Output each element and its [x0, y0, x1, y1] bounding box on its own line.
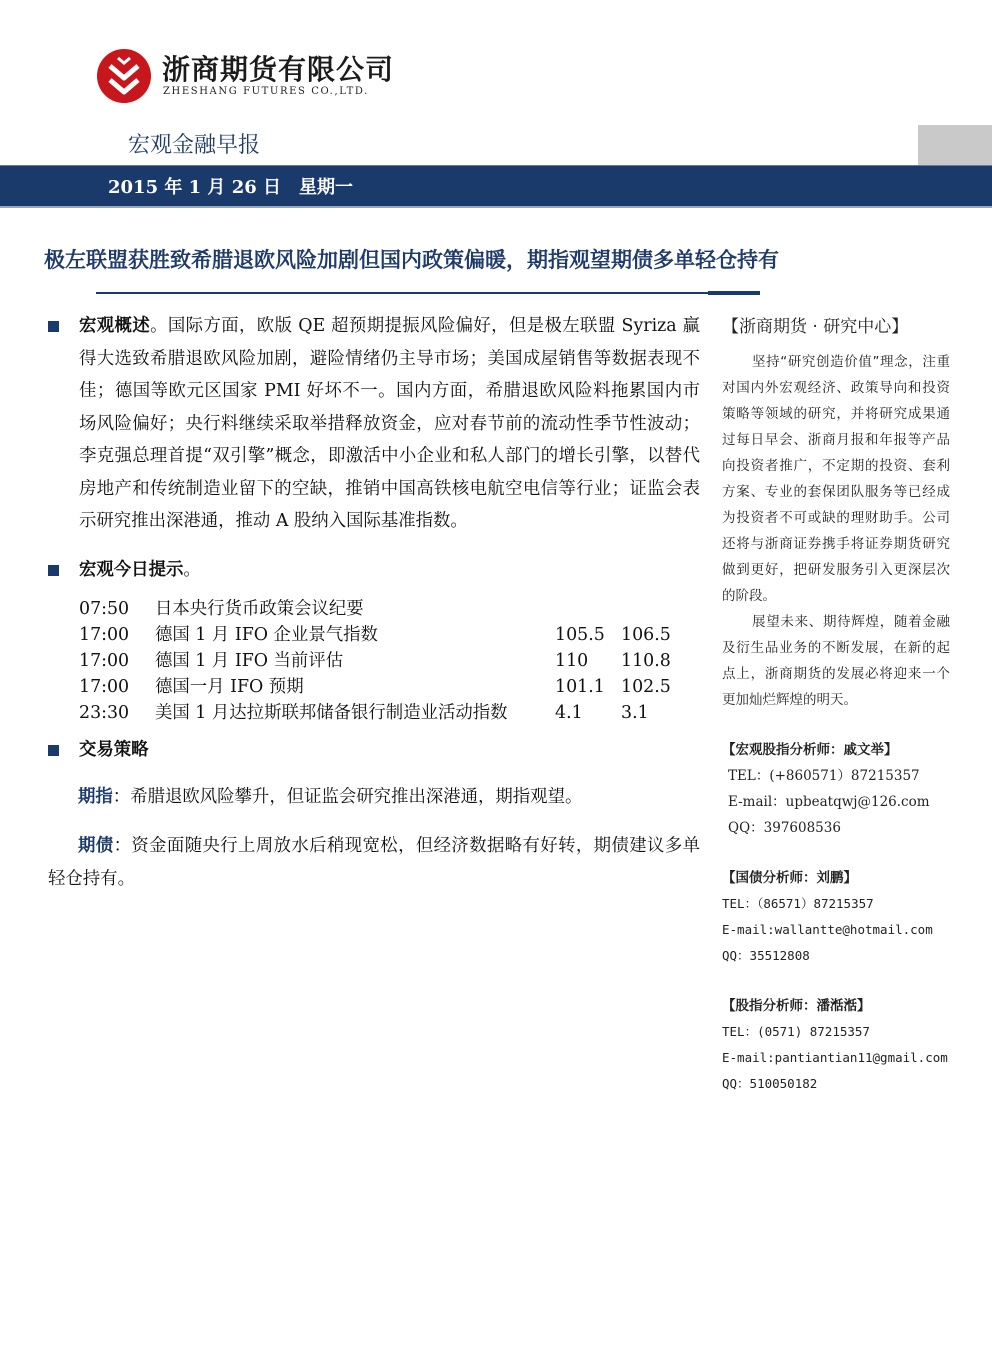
- strategy-bond: [48, 830, 700, 895]
- analyst-email[interactable]: E-mail:pantiantian11@gmail.com: [722, 1050, 948, 1065]
- event-name: 美国 1 月达拉斯联邦储备银行制造业活动指数: [155, 703, 508, 723]
- event-row: [79, 674, 700, 700]
- event-name: 德国 1 月 IFO 企业景气指数: [155, 625, 378, 645]
- event-name: 德国 1 月 IFO 当前评估: [155, 651, 344, 671]
- event-time: 07:50: [79, 599, 130, 619]
- sidebar-outlook: 展望未来、期待辉煌，随着金融及衍生品业务的不断发展，在新的起点上，浙商期货的发展必将迎来一个更加灿烂辉煌的明天。: [722, 614, 950, 708]
- bullet-square-icon: [48, 565, 59, 576]
- date-bar-underline: [0, 206, 992, 208]
- event-time: 23:30: [79, 703, 130, 723]
- sidebar: [722, 312, 950, 1097]
- strategy-bond-text: ：资金面随央行上周放水后稍现宽松，但经济数据略有好转，期债建议多单轻仓持有。: [48, 836, 700, 889]
- section-title-strategy: 交易策略: [79, 740, 149, 760]
- strategy-section: [48, 734, 700, 767]
- event-value-2: 3.1: [621, 703, 649, 723]
- header-decoration: [918, 125, 992, 165]
- headline-divider-accent: [708, 291, 760, 295]
- strategy-index: [48, 781, 700, 814]
- event-value-1: 105.5: [555, 625, 605, 645]
- event-name: 德国一月 IFO 预期: [155, 677, 304, 697]
- section-title-daily-tips: 宏观今日提示: [79, 559, 184, 580]
- weekday: 星期一: [299, 177, 354, 198]
- analyst-title: 【股指分析师：潘湉湉】: [722, 998, 871, 1014]
- date-value: 2015 年 1 月 26 日: [108, 177, 282, 198]
- event-time: 17:00: [79, 651, 130, 671]
- company-name-en: ZHESHANG FUTURES CO.,LTD.: [163, 86, 369, 97]
- headline: 极左联盟获胜致希腊退欧风险加剧但国内政策偏暖，期指观望期债多单轻仓持有: [44, 248, 779, 272]
- macro-overview-section: [48, 310, 700, 538]
- analyst-qq: QQ：35512808: [722, 948, 810, 963]
- company-name-cn: 浙商期货有限公司: [162, 53, 395, 86]
- event-value-1: [555, 596, 605, 622]
- event-row: [79, 700, 700, 726]
- bullet-square-icon: [48, 321, 59, 332]
- daily-tips-suffix: 。: [183, 559, 201, 580]
- strategy-index-text: ：希腊退欧风险攀升，但证监会研究推出深港通，期指观望。: [112, 786, 583, 807]
- event-value-2: 102.5: [621, 677, 671, 697]
- company-logo: [96, 48, 152, 104]
- event-value-1: 110: [555, 651, 589, 671]
- event-time: 17:00: [79, 677, 130, 697]
- section-title-macro-overview: 宏观概述: [79, 316, 151, 336]
- event-value-2: [605, 596, 689, 622]
- sidebar-heading: 【浙商期货 · 研究中心】: [722, 317, 909, 337]
- bullet-square-icon: [48, 745, 59, 756]
- analyst-tel: TEL：(+860571）87215357: [728, 768, 920, 784]
- analyst-contact: [722, 993, 950, 1097]
- event-value-1: 4.1: [555, 703, 583, 723]
- daily-tips-section: [48, 554, 700, 587]
- sidebar-intro: 坚持“研究创造价值”理念，注重对国内外宏观经济、政策导向和投资策略等领域的研究，并将研究成果通过每日早会、浙商月报和年报等产品向投资者推广，不定期的投资、套利方案、专业的套保团队服务等已经成为投资者不可或缺的理财助手。公司还将与浙商证券携手将证券期货研究做到更好，把研发服务引入更深层次的阶段。: [722, 354, 950, 604]
- event-value-2: 106.5: [621, 625, 671, 645]
- event-row: [79, 622, 700, 648]
- event-value-1: 101.1: [555, 677, 605, 697]
- analyst-qq: QQ：397608536: [728, 820, 841, 836]
- analyst-title: 【宏观股指分析师：戚文举】: [722, 742, 898, 758]
- event-time: 17:00: [79, 625, 130, 645]
- strategy-index-label: 期指: [78, 786, 113, 807]
- analyst-contact: [722, 737, 950, 841]
- report-title: 宏观金融早报: [128, 133, 261, 158]
- main-content: [48, 310, 700, 913]
- analyst-email[interactable]: E-mail：upbeatqwj@126.com: [728, 794, 930, 810]
- strategy-bond-label: 期债: [78, 836, 114, 857]
- analyst-email[interactable]: E-mail:wallantte@hotmail.com: [722, 922, 933, 937]
- macro-overview-body: 。国际方面，欧版 QE 超预期提振风险偏好，但是极左联盟 Syriza 赢得大选致希腊退欧风险加剧，避险情绪仍主导市场；美国成屋销售等数据表现不佳；德国等欧元区国家 PMI 好坏不一。国内方面，希腊退欧风险料拖累国内市场风险偏好；央行料继续采取举措释放资金，应对春节前的流动性季节性波动；李克强总理首提“双引擎”概念，即激活中小企业和私人部门的增长引擎，以替代房地产和传统制造业留下的空缺，推销中国高铁核电航空电信等行业；证监会表示研究推出深港通，推动 A 股纳入国际基准指数。: [79, 316, 700, 531]
- analyst-contact: [722, 865, 950, 969]
- analyst-tel: TEL：（86571）87215357: [722, 896, 874, 911]
- event-row: [79, 596, 700, 622]
- analyst-qq: QQ：510050182: [722, 1076, 818, 1091]
- headline-divider: [96, 292, 760, 294]
- event-row: [79, 648, 700, 674]
- event-list: [48, 596, 700, 726]
- event-value-2: 110.8: [621, 651, 671, 671]
- analyst-title: 【国债分析师：刘鹏】: [722, 870, 857, 886]
- analyst-tel: TEL：(0571) 87215357: [722, 1024, 870, 1039]
- report-date: [108, 173, 371, 199]
- event-name: 日本央行货币政策会议纪要: [155, 599, 364, 619]
